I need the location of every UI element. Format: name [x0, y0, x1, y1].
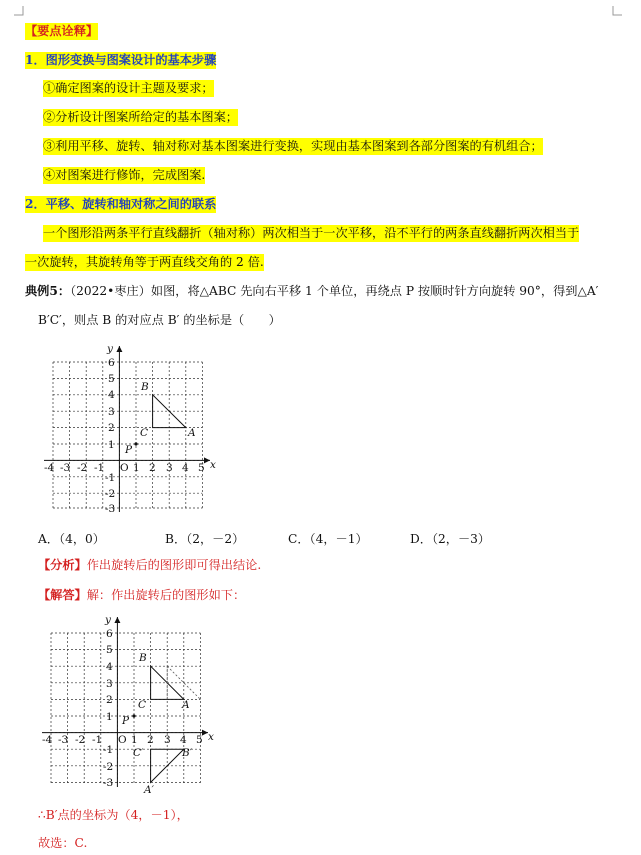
graph-original	[38, 340, 218, 518]
graph-grid-2	[51, 633, 200, 783]
example-label: 典例5：	[25, 284, 71, 298]
x-tick: 4	[182, 462, 189, 474]
origin-label-2: O	[118, 734, 127, 746]
answer-tag: 【解答】	[38, 588, 87, 602]
y-axis-label-2: y	[105, 614, 111, 626]
y-tick: 3	[106, 678, 113, 690]
corner-mark-top-right	[612, 6, 622, 16]
origin-label: O	[120, 462, 129, 474]
label-a-2: A	[182, 699, 190, 711]
x-tick: 4	[180, 734, 187, 746]
analysis-tag: 【分析】	[38, 558, 87, 572]
x-tick: 3	[166, 462, 173, 474]
y-tick: -3	[103, 777, 114, 789]
answer-choice: 故选：C.	[38, 836, 88, 850]
x-tick: -2	[75, 734, 86, 746]
x-tick: -1	[92, 734, 103, 746]
answer-conclusion: ∴B′点的坐标为（4，－1），	[38, 808, 189, 822]
section1-step-2: ②分析设计图案所给定的基本图案；	[43, 110, 238, 124]
y-tick: -2	[105, 488, 116, 500]
y-tick: 4	[108, 389, 115, 401]
key-points-heading: 【要点诠释】	[25, 24, 99, 38]
label-a-prime: A′	[144, 784, 154, 795]
analysis-text: 作出旋转后的图形即可得出结论.	[86, 558, 262, 572]
section1-title: 1．图形变换与图案设计的基本步骤	[25, 53, 217, 67]
y-tick: 5	[106, 644, 113, 656]
label-b-prime: B′	[182, 747, 193, 759]
x-tick: 1	[131, 734, 138, 746]
x-tick: 1	[133, 462, 140, 474]
y-axis-arrow	[116, 346, 122, 352]
x-tick: 5	[196, 734, 203, 746]
answer-line	[38, 587, 245, 604]
option-b[interactable]: B．（2，－2）	[165, 532, 245, 546]
graph-grid	[53, 362, 202, 508]
graph-rotated	[36, 611, 216, 795]
x-tick: -3	[60, 462, 71, 474]
label-c: C	[140, 427, 149, 439]
label-c-2: C	[138, 699, 147, 711]
x-tick: -2	[77, 462, 88, 474]
section2-body-line1: 一个图形沿两条平行直线翻折（轴对称）两次相当于一次平移，沿不平行的两条直线翻折两次相当于	[43, 226, 580, 240]
y-axis-arrow-2	[114, 617, 120, 623]
x-tick: 3	[164, 734, 171, 746]
label-b: B	[141, 381, 149, 393]
y-axis-label: y	[107, 343, 113, 355]
y-tick: -3	[105, 503, 116, 515]
example-line1	[25, 283, 598, 300]
section2-title: 2．平移、旋转和轴对称之间的联系	[25, 197, 217, 211]
x-axis-label: x	[210, 459, 216, 471]
option-d[interactable]: D．（2，－3）	[410, 532, 491, 546]
section1-step-4: ④对图案进行修饰，完成图案.	[43, 168, 206, 182]
x-tick: 2	[149, 462, 156, 474]
corner-mark-top-left	[14, 6, 24, 16]
point-p-dot-2	[132, 714, 135, 717]
y-tick: -1	[105, 472, 116, 484]
section2-body-line2: 一次旋转，其旋转角等于两直线交角的 2 倍.	[25, 255, 264, 269]
point-p-dot	[134, 442, 137, 445]
y-tick: -2	[103, 761, 114, 773]
x-tick: -1	[94, 462, 105, 474]
label-p-2: P	[122, 715, 130, 727]
x-tick: 2	[147, 734, 154, 746]
option-c[interactable]: C．（4，－1）	[288, 532, 368, 546]
analysis-line	[38, 557, 261, 574]
x-tick: -4	[44, 462, 55, 474]
label-c-prime: C′	[133, 747, 144, 759]
y-tick: 2	[108, 422, 115, 434]
x-axis-label-2: x	[208, 731, 214, 743]
section1-step-3: ③利用平移、旋转、轴对称对基本图案进行变换，实现由基本图案到各部分图案的有机组合；	[43, 139, 543, 153]
y-tick: 1	[108, 439, 115, 451]
y-tick: 5	[108, 373, 115, 385]
y-tick: 2	[106, 694, 113, 706]
label-b-2: B	[139, 652, 147, 664]
x-tick: -3	[58, 734, 69, 746]
y-tick: -1	[103, 744, 114, 756]
y-tick: 4	[106, 661, 113, 673]
y-tick: 6	[108, 357, 115, 369]
x-tick: -4	[42, 734, 53, 746]
y-tick: 1	[106, 711, 113, 723]
example-question-line2: B′C′，则点 B 的对应点 B′ 的坐标是（ ）	[38, 313, 281, 327]
y-tick: 6	[106, 628, 113, 640]
x-tick: 5	[198, 462, 205, 474]
label-p: P	[125, 444, 133, 456]
y-tick: 3	[108, 406, 115, 418]
label-a: A	[188, 427, 196, 439]
option-a[interactable]: A．（4，0）	[38, 532, 105, 546]
section1-step-1: ①确定图案的设计主题及要求；	[43, 81, 214, 95]
example-question-line1: （2022•枣庄）如图，将△ABC 先向右平移 1 个单位，再绕点 P 按顺时针方向旋转 90°，得到△A′	[70, 284, 599, 298]
answer-text: 解：作出旋转后的图形如下：	[86, 588, 246, 602]
